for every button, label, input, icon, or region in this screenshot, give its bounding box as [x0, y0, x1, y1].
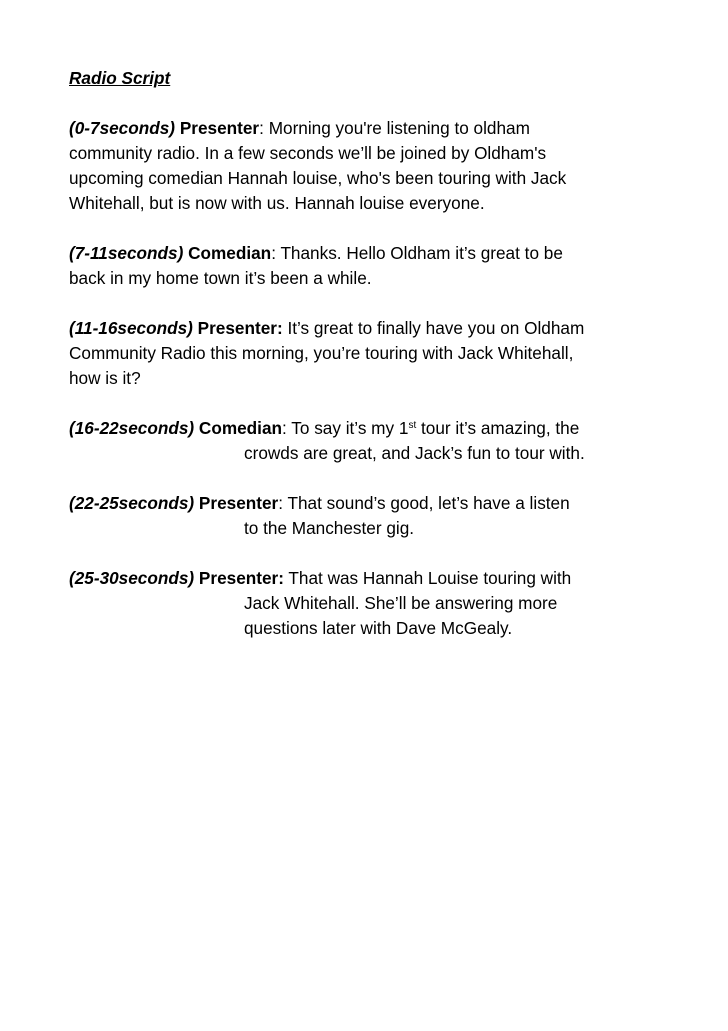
script-line: community radio. In a few seconds we’ll be joined by Oldham's	[69, 143, 547, 163]
script-entry	[69, 566, 669, 641]
script-line	[69, 241, 669, 266]
script-line: Jack Whitehall. She’ll be answering more	[244, 593, 558, 613]
script-line: upcoming comedian Hannah louise, who's been touring with Jack	[69, 168, 567, 188]
script-entry	[69, 491, 669, 541]
separator: :	[282, 418, 292, 438]
timestamp: (0-7seconds)	[69, 118, 176, 138]
ordinal-suffix: st	[408, 420, 417, 431]
script-line: Community Radio this morning, you’re touring with Jack Whitehall,	[69, 343, 574, 363]
script-entry	[69, 241, 669, 291]
speaker-name: Presenter:	[198, 568, 284, 588]
script-line: how is it?	[69, 368, 141, 388]
speaker-name: Presenter	[198, 493, 279, 513]
dialogue-text: It’s great to finally have you on Oldham	[287, 318, 585, 338]
separator: :	[259, 118, 269, 138]
separator: :	[278, 493, 288, 513]
document-page	[69, 66, 669, 666]
separator: :	[271, 243, 281, 263]
dialogue-text: That sound’s good, let’s have a listen	[287, 493, 570, 513]
script-entry	[69, 116, 669, 216]
script-line: crowds are great, and Jack’s fun to tour with.	[244, 443, 585, 463]
speaker-name: Comedian	[188, 243, 272, 263]
dialogue-text: That was Hannah Louise touring with	[288, 568, 572, 588]
script-line: Whitehall, but is now with us. Hannah louise everyone.	[69, 193, 485, 213]
timestamp: (22-25seconds)	[69, 493, 195, 513]
speaker-name: Presenter	[179, 118, 260, 138]
script-line: to the Manchester gig.	[244, 518, 415, 538]
script-entry	[69, 316, 669, 391]
script-line	[69, 416, 669, 441]
script-line	[69, 116, 669, 141]
speaker-name: Comedian	[198, 418, 283, 438]
script-line: questions later with Dave McGealy.	[244, 618, 513, 638]
script-line	[69, 566, 669, 591]
timestamp: (16-22seconds)	[69, 418, 195, 438]
dialogue-text: Thanks. Hello Oldham it’s great to be	[280, 243, 563, 263]
timestamp: (7-11seconds)	[69, 243, 184, 263]
dialogue-text: tour it’s amazing, the	[416, 418, 580, 438]
document-title: Radio Script	[69, 68, 171, 88]
timestamp: (25-30seconds)	[69, 568, 195, 588]
timestamp: (11-16seconds)	[69, 318, 193, 338]
speaker-name: Presenter:	[197, 318, 283, 338]
script-line	[69, 491, 669, 516]
dialogue-text: Morning you're listening to oldham	[268, 118, 530, 138]
script-entry	[69, 416, 669, 466]
dialogue-text: To say it’s my 1	[291, 418, 409, 438]
script-line	[69, 316, 669, 341]
script-line: back in my home town it’s been a while.	[69, 268, 372, 288]
